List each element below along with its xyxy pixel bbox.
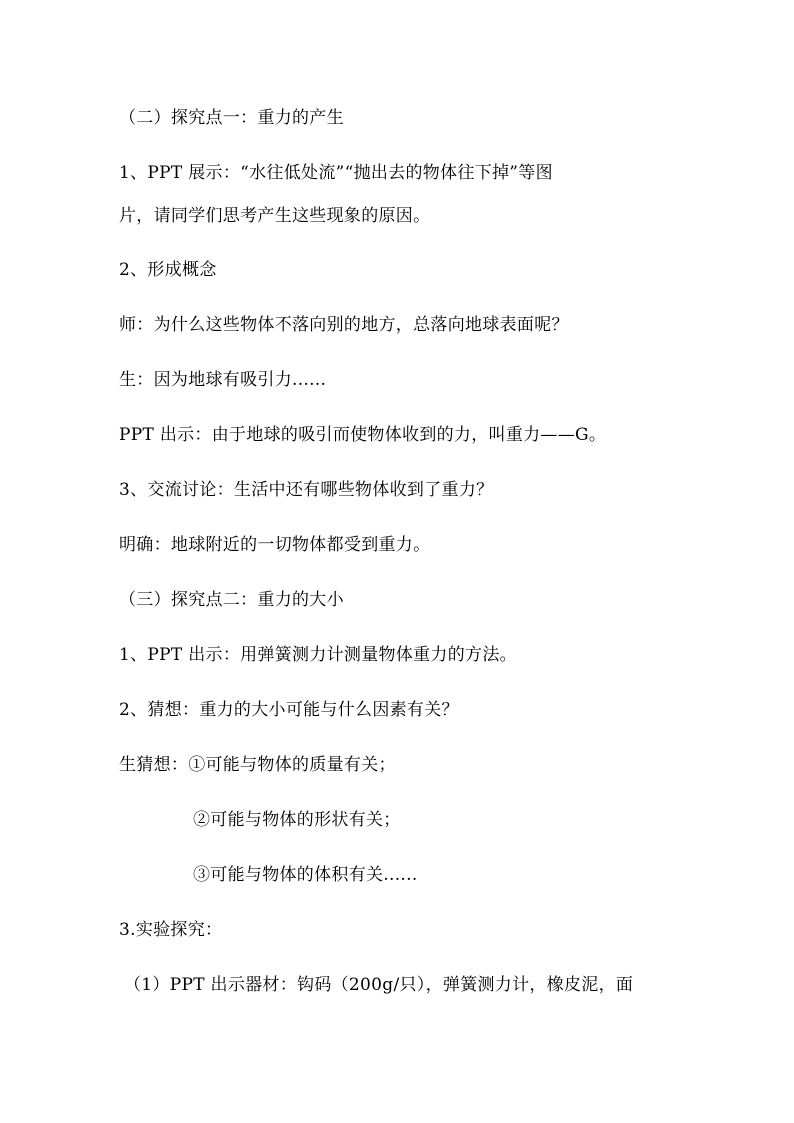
experiment-materials: （1）PPT 出示器材：钩码（200g/只），弹簧测力计，橡皮泥，面	[124, 975, 634, 995]
student-hypothesis-2: ②可能与物体的形状有关；	[193, 810, 401, 830]
teacher-question: 师：为什么这些物体不落向别的地方，总落向地球表面呢？	[119, 315, 569, 335]
student-hypothesis-3: ③可能与物体的体积有关......	[193, 865, 418, 885]
student-answer: 生：因为地球有吸引力......	[119, 370, 327, 390]
item-discussion: 3、交流讨论：生活中还有哪些物体收到了重力？	[119, 480, 494, 500]
clarification: 明确：地球附近的一切物体都受到重力。	[119, 535, 431, 555]
student-hypothesis-1: 生猜想：①可能与物体的质量有关；	[119, 755, 396, 775]
item-ppt-spring-scale: 1、PPT 出示：用弹簧测力计测量物体重力的方法。	[119, 645, 517, 665]
item-form-concept: 2、形成概念	[119, 260, 217, 280]
paragraph-ppt-display: 1、PPT 展示：“水往低处流”“抛出去的物体往下掉”等图	[119, 163, 553, 183]
section-heading-gravity-origin: （二）探究点一：重力的产生	[119, 108, 344, 128]
item-experiment: 3.实验探究：	[119, 920, 223, 940]
section-heading-gravity-magnitude: （三）探究点二：重力的大小	[119, 590, 344, 610]
paragraph-ppt-display-cont: 片，请同学们思考产生这些现象的原因。	[119, 206, 431, 226]
item-hypothesis: 2、猜想：重力的大小可能与什么因素有关？	[119, 700, 459, 720]
gravity-definition: PPT 出示：由于地球的吸引而使物体收到的力，叫重力——G。	[119, 425, 607, 445]
